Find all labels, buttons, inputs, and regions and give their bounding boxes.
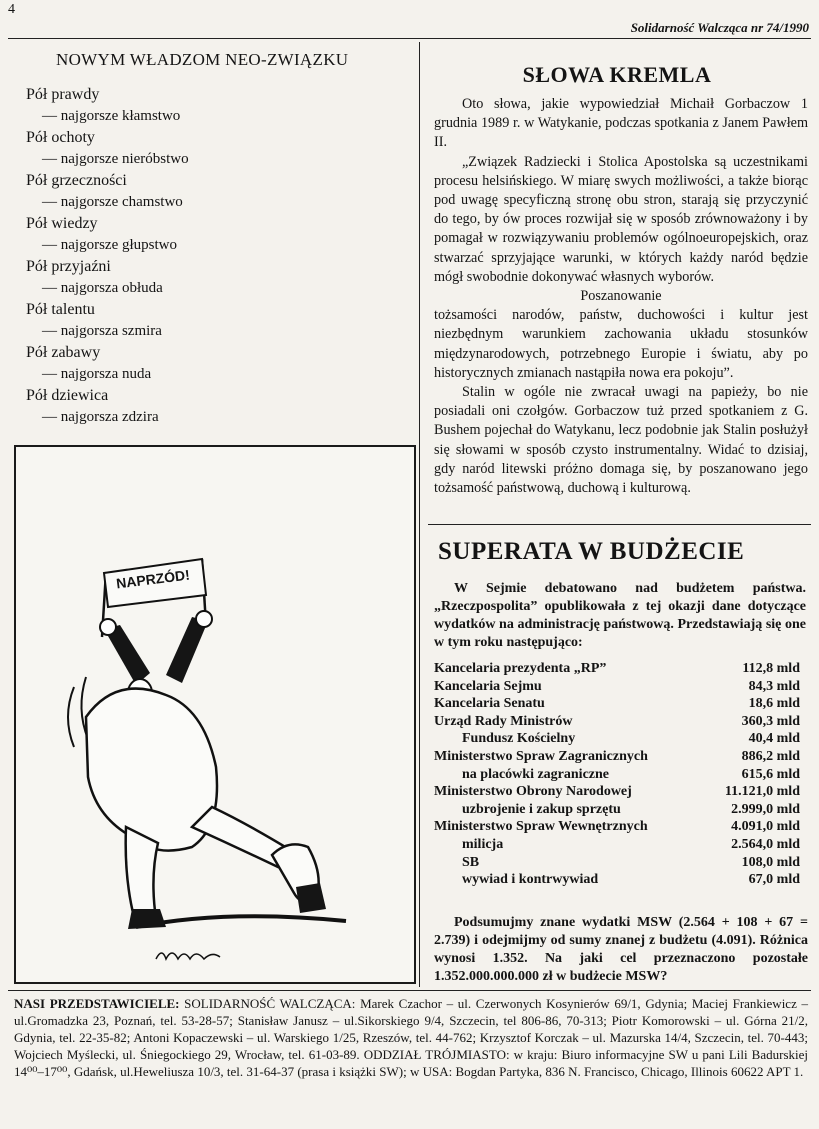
budget-item-value: 18,6 mld bbox=[748, 696, 800, 712]
budget-item-label: milicja bbox=[462, 836, 504, 852]
budget-row bbox=[434, 784, 804, 802]
paragraph: tożsamości narodów, państw, duchowości i kultur jest niezbędnym warunkiem zachowania układu stosunków międzynarodowych, potrzebnego Europie i światu, aby po historycznych zmianach nastąpiła nowa era pokoju”. bbox=[434, 307, 808, 381]
footer-text: SOLIDARNOŚĆ WALCZĄCA: Marek Czachor – ul. Czerwonych Kosynierów 69/1, Gdynia; Maciej Frankiewicz – ul.Gromadzka 23, Poznań, tel. 53-28-57; Stanisław Janusz – ul.Sikorskiego 9/4, Szczecin, tel 806-86, 70-313; Piotr Komorowski – ul. Górna 21/2, Gdynia, tel. 22-35-82; Antoni Kopaczewski – ul. Warskiego 1/25, Rzeszów, tel. 44-762; Krzysztof Korczak – ul. Mazurska 14/4, Szczecin, tel. 70-443; Wojciech Myślecki, ul. Śniegockiego 29, Wrocław, tel. 61-03-89. ODDZIAŁ TRÓJMIASTO: w kraju: Biuro informacyjne SW u pani Lili Badurskiej 14⁰⁰–17⁰⁰, Gdańsk, ul.Heweliusza 10/3, tel. 31-64-37 (prasa i książki SW); w USA: Bogdan Partyka, 836 N. Francisco, Chicago, Illinois 60622 APT 1. bbox=[14, 996, 808, 1079]
budget-item-label: Ministerstwo Obrony Narodowej bbox=[434, 784, 632, 800]
budget-item-label: na placówki zagraniczne bbox=[462, 766, 609, 782]
budget-item-value: 40,4 mld bbox=[748, 731, 800, 747]
budget-item-value: 112,8 mld bbox=[742, 661, 800, 676]
budget-item-value: 108,0 mld bbox=[741, 854, 800, 870]
budget-item-value: 360,3 mld bbox=[741, 713, 800, 729]
budget-item-label: Urząd Rady Ministrów bbox=[434, 713, 573, 729]
budget-item-value: 886,2 mld bbox=[741, 748, 800, 764]
poem-line: — najgorsza obłuda bbox=[42, 279, 163, 296]
poem-title: NOWYM WŁADZOM NEO-ZWIĄZKU bbox=[56, 50, 349, 69]
budget-item-value: 2.564,0 mld bbox=[731, 836, 800, 852]
poem bbox=[26, 86, 406, 430]
budget-item-value: 67,0 mld bbox=[748, 872, 800, 888]
poem-line: Pół talentu bbox=[26, 301, 95, 318]
article-title-superata: SUPERATA W BUDŻECIE bbox=[438, 538, 745, 565]
budget-item-label: Kancelaria Senatu bbox=[434, 696, 545, 712]
budget-row bbox=[434, 837, 804, 855]
issue-label: Solidarność Walcząca nr 74/1990 bbox=[630, 20, 809, 35]
budget-row bbox=[434, 714, 804, 732]
budget-row bbox=[434, 731, 804, 749]
footer-lead: NASI PRZEDSTAWICIELE: bbox=[14, 996, 180, 1011]
budget-item-label: wywiad i kontrwywiad bbox=[462, 872, 599, 888]
poem-line: Pół dziewica bbox=[26, 387, 109, 404]
poem-line: — najgorsza nuda bbox=[42, 365, 152, 382]
cartoon-illustration bbox=[14, 445, 416, 984]
paragraph: „Związek Radziecki i Stolica Apostolska są uczestnikami procesu helsińskiego. W miarę swych możliwości, a także biorąc pod uwagę specyficzną stronę obu stron, starają się przyczynić do tego, by ów proces rozwijał się w sposób zrównoważony i by pomagał w rozwiązywaniu problemów ogólnoeuropejskich, oraz stwarzać sprzyjające warunki, w których każdy naród będzie mógł swobodnie dokonywać własnych wyborów. bbox=[434, 153, 808, 285]
budget-item-label: SB bbox=[462, 854, 480, 870]
budget-row bbox=[434, 802, 804, 820]
banner-text: NAPRZÓD! bbox=[115, 566, 191, 592]
cartoon-drawing bbox=[16, 447, 414, 982]
budget-row bbox=[434, 749, 804, 767]
budget-row bbox=[434, 872, 804, 890]
poem-line: — najgorsze nieróbstwo bbox=[42, 150, 189, 167]
article-summary-superata bbox=[434, 914, 808, 986]
article-title-slowa-kremla: SŁOWA KREMLA bbox=[522, 62, 712, 87]
budget-item-value: 615,6 mld bbox=[741, 766, 800, 782]
paragraph: Poszanowanie bbox=[580, 288, 662, 305]
budget-row bbox=[434, 767, 804, 785]
budget-item-value: 4.091,0 mld bbox=[731, 819, 800, 835]
budget-item-label: Kancelaria prezydenta „RP” bbox=[434, 661, 607, 676]
budget-item-label: Ministerstwo Spraw Wewnętrznych bbox=[434, 819, 648, 835]
poem-line: Pół wiedzy bbox=[26, 215, 98, 232]
budget-item-label: Ministerstwo Spraw Zagranicznych bbox=[434, 748, 648, 764]
article-body-slowa-kremla bbox=[434, 95, 808, 498]
budget-item-value: 11.121,0 mld bbox=[724, 784, 800, 800]
article-intro-superata bbox=[434, 580, 806, 652]
poem-line: Pół ochoty bbox=[26, 129, 95, 146]
top-rule bbox=[8, 38, 811, 39]
paragraph: Oto słowa, jakie wypowiedział Michaił Gorbaczow 1 grudnia 1989 r. w Watykanie, podczas spotkania z Janem Pawłem II. bbox=[434, 96, 808, 151]
budget-item-value: 84,3 mld bbox=[748, 678, 800, 694]
poem-line: — najgorsze głupstwo bbox=[42, 236, 177, 253]
poem-line: Pół prawdy bbox=[26, 86, 100, 103]
paragraph: Podsumujmy znane wydatki MSW (2.564 + 108 + 67 = 2.739) i odejmijmy od sumy znanej z budżetu (4.091). Różnica wynosi 1.352. Na jaki cel przeznaczono pozostałe 1.352.000.000.000 zł w budżecie MSW? bbox=[434, 915, 808, 984]
paragraph: Stalin w ogóle nie zwracał uwagi na papieży, bo nie posiadali oni czołgów. Gorbaczow tuż przed spotkaniem z G. Bushem pojechał do Watykanu, lecz podobnie jak Stalin posłużył się słowami w sposób czysto instrumentalny. Widać to dzisiaj, gdy naród litewski próżno domaga się, by poszanowano jego tożsamość państwową, duchową i kulturową. bbox=[434, 384, 808, 497]
poem-line: Pół grzeczności bbox=[26, 172, 127, 189]
poem-line: — najgorsza szmira bbox=[42, 322, 162, 339]
poem-line: — najgorsze kłamstwo bbox=[42, 107, 181, 124]
budget-table bbox=[434, 661, 804, 890]
poem-line: — najgorsza zdzira bbox=[42, 408, 159, 425]
column-divider bbox=[419, 42, 420, 987]
footer-representatives bbox=[14, 995, 808, 1080]
paragraph: W Sejmie debatowano nad budżetem państwa. „Rzeczpospolita” opublikowała z tej okazji dane dotyczące wydatków na administrację państwową. Przedstawiają się one w tym roku następująco: bbox=[434, 581, 806, 650]
poem-line: Pół przyjaźni bbox=[26, 258, 111, 275]
budget-item-value: 2.999,0 mld bbox=[731, 801, 800, 817]
page-number: 4 bbox=[8, 2, 15, 17]
section-rule bbox=[428, 524, 811, 525]
budget-row bbox=[434, 855, 804, 873]
poem-line: Pół zabawy bbox=[26, 344, 101, 361]
budget-item-label: Kancelaria Sejmu bbox=[434, 678, 542, 694]
budget-row bbox=[434, 819, 804, 837]
budget-row bbox=[434, 679, 804, 697]
budget-row bbox=[434, 696, 804, 714]
budget-row bbox=[434, 661, 804, 679]
budget-item-label: uzbrojenie i zakup sprzętu bbox=[462, 801, 621, 817]
budget-item-label: Fundusz Kościelny bbox=[462, 731, 576, 747]
poem-line: — najgorsze chamstwo bbox=[42, 193, 183, 210]
footer-rule bbox=[8, 990, 811, 991]
